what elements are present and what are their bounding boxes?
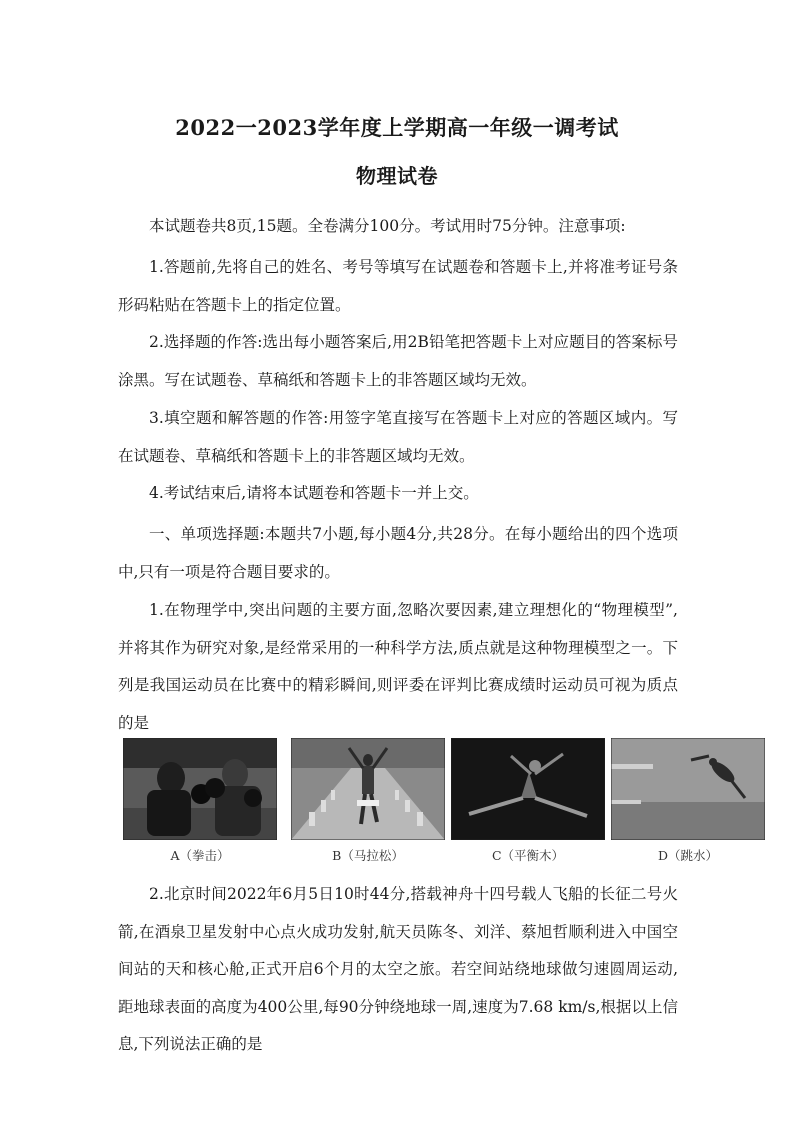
boxing-photo [123,738,277,840]
marathon-photo [291,738,445,840]
instruction-item-4: 4.考试结束后,请将本试题卷和答题卡一并上交。 [149,484,479,502]
instruction-item-3: 3.填空题和解答题的作答:用签字笔直接写在答题卡上对应的答题区域内。写在试题卷、草稿纸和答题卡上的非答题区域均无效。 [118,409,678,465]
option-a-caption: A（拳击） [170,848,230,863]
exam-title: 2022一2023学年度上学期高一年级一调考试 [175,115,619,140]
question-1-photos [123,738,765,866]
instructions-intro: 本试题卷共8页,15题。全卷满分100分。考试用时75分钟。注意事项: [149,217,626,235]
instruction-item-2: 2.选择题的作答:选出每小题答案后,用2B铅笔把答题卡上对应题目的答案标号涂黑。写在试题卷、草稿纸和答题卡上的非答题区域均无效。 [118,333,678,389]
section-1-heading: 一、单项选择题:本题共7小题,每小题4分,共28分。在每小题给出的四个选项中,只有一项是符合题目要求的。 [118,525,678,581]
question-1-text: 1.在物理学中,突出问题的主要方面,忽略次要因素,建立理想化的“物理模型”,并将其作为研究对象,是经常采用的一种科学方法,质点就是这种物理模型之一。下列是我国运动员在比赛中的精彩瞬间,则评委在评判比赛成绩时运动员可视为质点的是 [118,601,678,732]
exam-subtitle: 物理试卷 [356,164,438,188]
option-d-caption: D（跳水） [657,848,719,863]
option-b-caption: B（马拉松） [332,848,404,863]
diving-photo [611,738,765,840]
instruction-item-1: 1.答题前,先将自己的姓名、考号等填写在试题卷和答题卡上,并将准考证号条形码粘贴在答题卡上的指定位置。 [118,258,678,314]
option-c-caption: C（平衡木） [491,848,565,863]
question-2-text: 2.北京时间2022年6月5日10时44分,搭载神舟十四号载人飞船的长征二号火箭,在酒泉卫星发射中心点火成功发射,航天员陈冬、刘洋、蔡旭哲顺利进入中国空间站的天和核心舱,正式开启6个月的太空之旅。若空间站绕地球做匀速圆周运动,距地球表面的高度为400公里,每90分钟绕地球一周,速度为7.68 km/s,根据以上信息,下列说法正确的是 [118,885,678,1053]
balance-beam-photo [451,738,605,840]
